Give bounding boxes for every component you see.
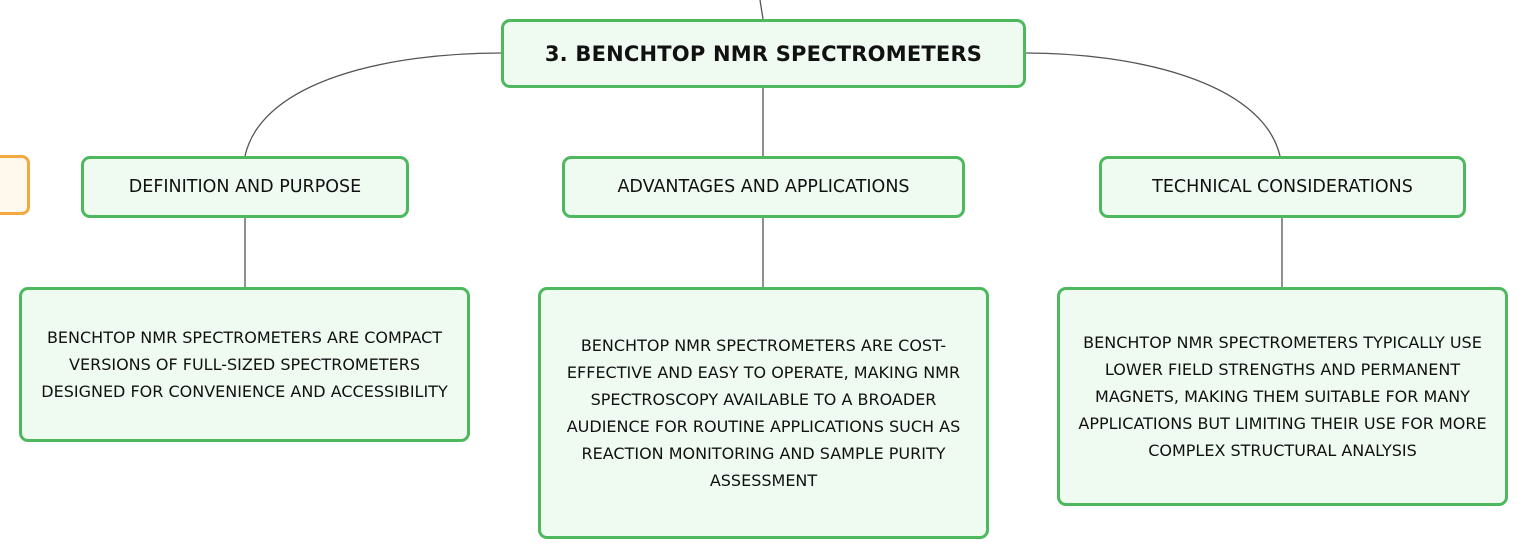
branch-node-definition-and-purpose[interactable] [81, 156, 409, 218]
detail-node-text: BENCHTOP NMR SPECTROMETERS ARE COMPACT VERSIONS OF FULL-SIZED SPECTROMETERS DESIGNED FOR CONVENIENCE AND ACCESSIBILITY [41, 328, 448, 401]
root-node-label: 3. BENCHTOP NMR SPECTROMETERS [544, 41, 983, 66]
connector-root-to-technical [1026, 53, 1280, 156]
root-node[interactable] [501, 19, 1026, 88]
detail-node-advantages[interactable] [538, 287, 989, 539]
connector-root-to-definition [245, 53, 501, 156]
detail-node-text: BENCHTOP NMR SPECTROMETERS TYPICALLY USE LOWER FIELD STRENGTHS AND PERMANENT MAGNETS, MAKING THEM SUITABLE FOR MANY APPLICATIONS BUT LIMITING THEIR USE FOR MORE COMPLEX STRUCTURAL ANALYSIS [1078, 333, 1487, 460]
detail-node-text: BENCHTOP NMR SPECTROMETERS ARE COST-EFFECTIVE AND EASY TO OPERATE, MAKING NMR SPECTROSCOPY AVAILABLE TO A BROADER AUDIENCE FOR ROUTINE APPLICATIONS SUCH AS REACTION MONITORING AND SAMPLE PURITY ASSESSMENT [566, 336, 961, 490]
branch-node-advantages-and-applications[interactable] [562, 156, 965, 218]
branch-node-label: DEFINITION AND PURPOSE [128, 177, 362, 197]
branch-node-label: ADVANTAGES AND APPLICATIONS [617, 177, 910, 197]
detail-node-definition[interactable] [19, 287, 470, 442]
branch-node-label: TECHNICAL CONSIDERATIONS [1152, 177, 1413, 197]
offscreen-node-edge[interactable] [0, 155, 30, 215]
connector-parent-to-root [760, 0, 763, 19]
branch-node-technical-considerations[interactable] [1099, 156, 1466, 218]
detail-node-technical[interactable] [1057, 287, 1508, 506]
